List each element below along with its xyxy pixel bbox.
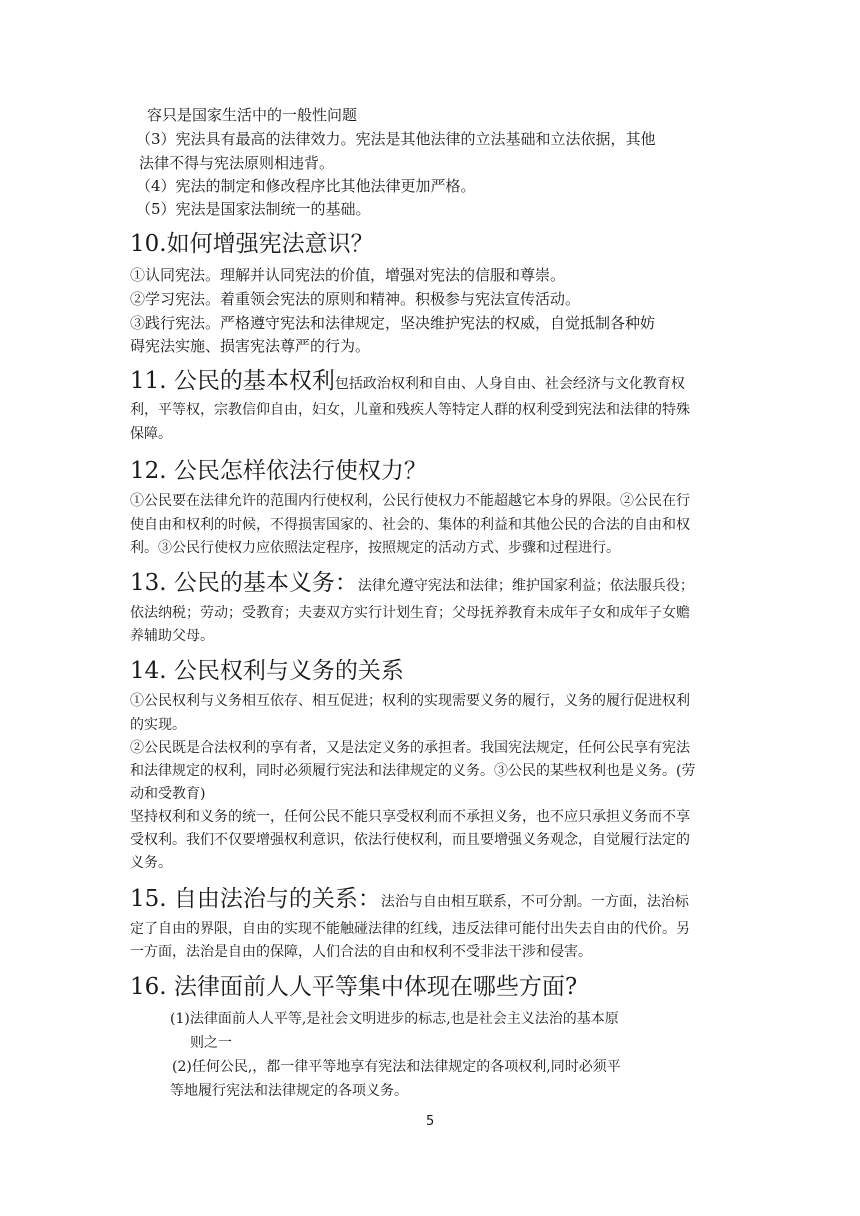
text-line: ②公民既是合法权利的享有者，又是法定义务的承担者。我国宪法规定，任何公民享有宪法 — [130, 740, 690, 756]
text-line: 利，平等权，宗教信仰自由，妇女，儿童和残疾人等特定人群的权利受到宪法和法律的特殊 — [130, 402, 690, 418]
text-line: ①公民权利与义务相互依存、相互促进；权利的实现需要义务的履行，义务的履行促进权利 — [130, 693, 690, 709]
section-heading: 11. 公民的基本权利 — [130, 368, 335, 394]
text-line: （4）宪法的制定和修改程序比其他法律更加严格。 — [136, 177, 476, 195]
text-line: 的实现。 — [130, 717, 186, 733]
text-line: （3）宪法具有最高的法律效力。宪法是其他法律的立法基础和立法依据，其他 — [136, 130, 656, 148]
section-heading: 12. 公民怎样依法行使权力？ — [130, 458, 427, 484]
text-line: 受权利。我们不仅要增强权利意识，依法行使权利，而且要增强义务观念，自觉履行法定的 — [130, 832, 690, 848]
text-line: 和法律规定的权利，同时必须履行宪法和法律规定的义务。③公民的某些权利也是义务。(劳 — [130, 763, 696, 779]
section-line — [130, 880, 689, 913]
text-line: 定了自由的界限，自由的实现不能触碰法律的红线，违反法律可能付出失去自由的代价。另 — [130, 921, 690, 937]
section-line — [130, 362, 685, 395]
text-line: 动和受教育) — [130, 786, 206, 802]
text-line: 碍宪法实施、损害宪法尊严的行为。 — [130, 337, 371, 355]
text-line: ③践行宪法。严格遵守宪法和法律规定，坚决维护宪法的权威，自觉抵制各种妨 — [130, 314, 656, 332]
text-line: ①公民要在法律允许的范围内行使权利，公民行使权力不能超越它本身的界限。②公民在行 — [130, 493, 690, 509]
text-line: 依法纳税；劳动；受教育；夫妻双方实行计划生育；父母抚养教育未成年子女和成年子女赡 — [130, 605, 690, 621]
text-line: ②学习宪法。着重领会宪法的原则和精神。积极参与宪法宣传活动。 — [130, 290, 581, 308]
text-line: 保障。 — [130, 426, 172, 442]
text-line: (1)法律面前人人平等,是社会文明进步的标志,也是社会主义法治的基本原 — [170, 1011, 619, 1027]
section-text: 法律允遵守宪法和法律；维护国家利益；依法服兵役； — [357, 578, 694, 594]
section-heading: 14. 公民权利与义务的关系 — [130, 658, 404, 684]
section-text: 包括政治权利和自由、人身自由、社会经济与文化教育权 — [334, 376, 685, 392]
text-line: (2)任何公民,，都一律平等地享有宪法和法律规定的各项权利,同时必须平 — [172, 1059, 621, 1075]
text-line: 坚持权利和义务的统一，任何公民不能只享受权利而不承担义务，也不应只承担义务而不享 — [130, 809, 690, 825]
text-line: 则之一 — [190, 1035, 232, 1051]
text-line: 养辅助父母。 — [130, 628, 214, 644]
text-line: 一方面，法治是自由的保障，人们合法的自由和权利不受非法干涉和侵害。 — [130, 944, 592, 960]
section-text: 法治与自由相互联系，不可分割。一方面，法治标 — [380, 894, 689, 910]
text-line: 法律不得与宪法原则相违背。 — [139, 154, 335, 172]
section-heading: 16. 法律面前人人平等集中体现在哪些方面? — [130, 974, 578, 1000]
section-heading: 13. 公民的基本义务： — [130, 570, 358, 596]
text-line: 义务。 — [130, 855, 172, 871]
page-number: 5 — [426, 1114, 435, 1129]
section-heading: 15. 自由法治与的关系： — [130, 886, 381, 912]
section-line — [130, 564, 694, 597]
text-line: 利。③公民行使权力应依照法定程序，按照规定的活动方式、步骤和过程进行。 — [130, 540, 620, 556]
text-line: 容只是国家生活中的一般性问题 — [147, 106, 358, 124]
text-line: 等地履行宪法和法律规定的各项义务。 — [170, 1083, 408, 1099]
text-line: 使自由和权利的时候，不得损害国家的、社会的、集体的利益和其他公民的合法的自由和权 — [130, 517, 690, 533]
section-heading: 10.如何增强宪法意识？ — [130, 231, 374, 257]
text-line: （5）宪法是国家法制统一的基础。 — [136, 200, 371, 218]
text-line: ①认同宪法。理解并认同宪法的价值，增强对宪法的信服和尊崇。 — [130, 266, 566, 284]
